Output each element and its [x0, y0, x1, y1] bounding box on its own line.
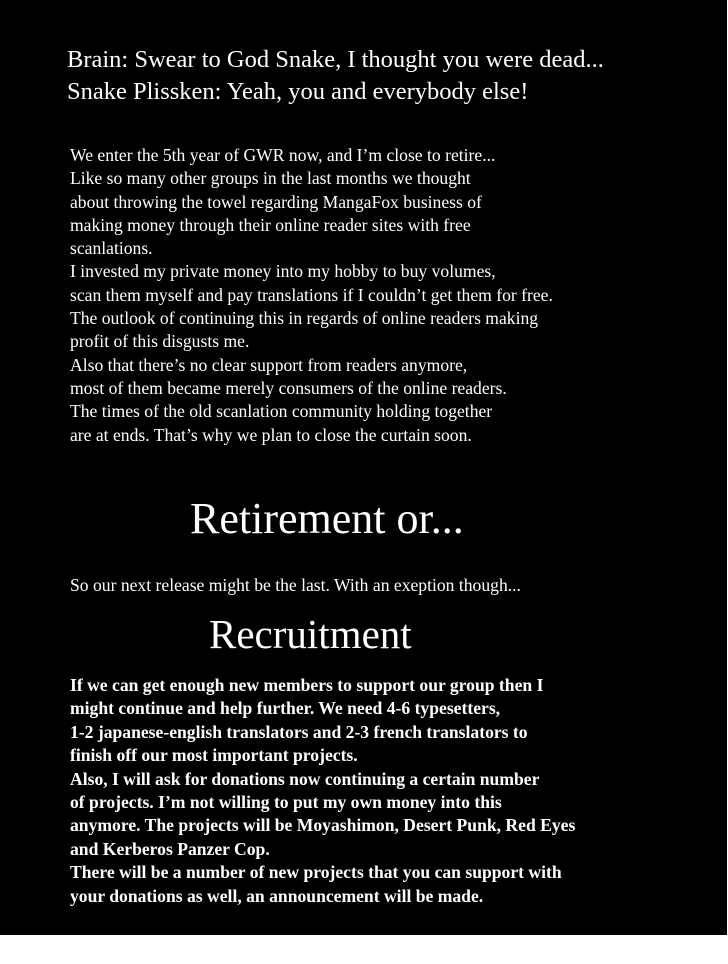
recruit-line: Also, I will ask for donations now continuing a certain number	[70, 768, 540, 789]
intro-line: I invested my private money into my hobby to buy volumes,	[70, 261, 496, 282]
intro-line: The times of the old scanlation community holding together	[70, 401, 493, 422]
intro-line: making money through their online reader sites with free	[70, 214, 471, 235]
recruitment-paragraph	[70, 674, 575, 908]
intro-line: Also that there’s no clear support from readers anymore,	[70, 354, 468, 375]
intro-line: about throwing the towel regarding MangaFox business of	[70, 191, 482, 212]
recruit-line: finish off our most important projects.	[70, 745, 358, 766]
intro-line: scanlations.	[70, 238, 153, 259]
intro-line: The outlook of continuing this in regards of online readers making	[70, 308, 539, 329]
intro-line: most of them became merely consumers of the online readers.	[70, 377, 507, 398]
recruit-line: of projects. I’m not willing to put my own money into this	[70, 792, 502, 813]
recruit-line: 1-2 japanese-english translators and 2-3 french translators to	[70, 721, 528, 742]
heading-retirement: Retirement or...	[190, 494, 464, 543]
quote-line: Snake Plissken: Yeah, you and everybody else!	[67, 78, 529, 105]
recruit-line: There will be a number of new projects that you can support with	[70, 862, 562, 883]
quote-line: Brain: Swear to God Snake, I thought you were dead...	[67, 46, 604, 73]
intro-line: scan them myself and pay translations if I couldn’t get them for free.	[70, 284, 553, 305]
recruit-line: anymore. The projects will be Moyashimon, Desert Punk, Red Eyes	[70, 815, 576, 836]
exception-note: So our next release might be the last. With an exeption though...	[70, 575, 521, 595]
heading-recruitment: Recruitment	[209, 611, 412, 657]
recruit-line: If we can get enough new members to support our group then I	[70, 675, 544, 695]
intro-line: profit of this disgusts me.	[70, 331, 250, 352]
intro-line: Like so many other groups in the last months we thought	[70, 168, 471, 189]
intro-line: are at ends. That’s why we plan to close the curtain soon.	[70, 424, 472, 445]
recruit-line: and Kerberos Panzer Cop.	[70, 838, 270, 859]
quote-block	[67, 44, 604, 108]
intro-paragraph	[70, 144, 553, 447]
recruit-line: your donations as well, an announcement will be made.	[70, 885, 484, 906]
recruit-line: might continue and help further. We need 4-6 typesetters,	[70, 698, 501, 719]
intro-line: We enter the 5th year of GWR now, and I’m close to retire...	[70, 145, 496, 165]
